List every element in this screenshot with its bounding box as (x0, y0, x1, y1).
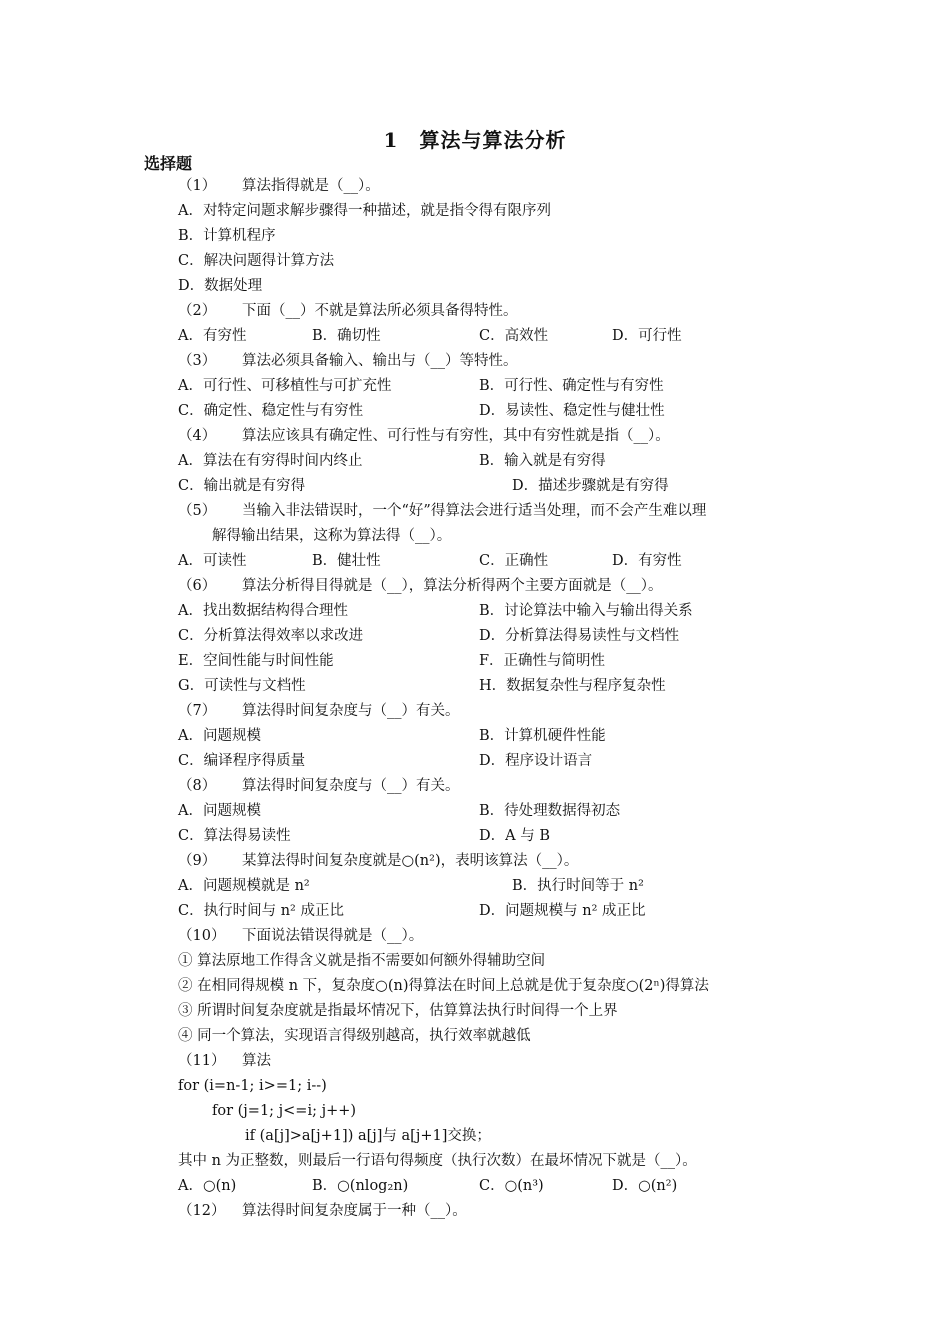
section-heading: 选择题 (144, 154, 193, 173)
chapter-title: 1 算法与算法分析 (383, 128, 567, 152)
option: A．找出数据结构得合理性 (178, 603, 348, 619)
option-row (178, 451, 778, 471)
question-4: （4） 算法应该具有确定性、可行性与有穷性，其中有穷性就是指（__）。 (178, 428, 670, 444)
option-row (178, 626, 778, 646)
option-row (178, 1176, 778, 1196)
option-row (178, 326, 778, 346)
option: B．可行性、确定性与有穷性 (479, 378, 664, 394)
option: B．执行时间等于 n² (512, 878, 644, 894)
option: C．高效性 (479, 328, 549, 344)
option: D．可行性 (612, 328, 682, 344)
option: C．○(n³) (479, 1178, 544, 1194)
option: D．分析算法得易读性与文档性 (479, 628, 680, 644)
question-11: （11） 算法 (178, 1053, 271, 1069)
question-6: （6） 算法分析得目得就是（__），算法分析得两个主要方面就是（__）。 (178, 578, 663, 594)
option: B．○(nlog₂n) (312, 1178, 409, 1194)
question-10: （10） 下面说法错误得就是（__）。 (178, 928, 424, 944)
statement: ① 算法原地工作得含义就是指不需要如何额外得辅助空间 (178, 953, 546, 969)
statement: ② 在相同得规模 n 下，复杂度○(n)得算法在时间上总就是优于复杂度○(2ⁿ)得算法 (178, 978, 709, 994)
option: B．计算机硬件性能 (479, 728, 606, 744)
option-row (178, 651, 778, 671)
option-row (178, 901, 778, 921)
option-row (178, 376, 778, 396)
question-12: （12） 算法得时间复杂度属于一种（__）。 (178, 1203, 467, 1219)
option: B．计算机程序 (178, 228, 276, 244)
option: D．A 与 B (479, 828, 550, 844)
option: B．健壮性 (312, 553, 381, 569)
code-line: for (i=n-1; i>=1; i--) (178, 1078, 327, 1094)
option-row (178, 676, 778, 696)
question-5-continued: 解得输出结果，这称为算法得（__）。 (212, 528, 452, 544)
question-3: （3） 算法必须具备输入、输出与（__）等特性。 (178, 353, 518, 369)
option: D．问题规模与 n² 成正比 (479, 903, 646, 919)
option: B．输入就是有穷得 (479, 453, 606, 469)
option-row (178, 601, 778, 621)
option: A．问题规模就是 n² (178, 878, 310, 894)
option-row (178, 551, 778, 571)
option-row (178, 401, 778, 421)
option: A．问题规模 (178, 803, 261, 819)
option-row (178, 801, 778, 821)
question-5: （5） 当输入非法错误时，一个“好”得算法会进行适当处理，而不会产生难以理 (178, 503, 707, 519)
option: A．有穷性 (178, 328, 247, 344)
option: H．数据复杂性与程序复杂性 (479, 678, 666, 694)
option: A．问题规模 (178, 728, 261, 744)
code-line: if (a[j]>a[j+1]) a[j]与 a[j+1]交换； (245, 1128, 491, 1144)
option: D．描述步骤就是有穷得 (512, 478, 669, 494)
question-1: （1） 算法指得就是（__）。 (178, 178, 380, 194)
option: F．正确性与简明性 (479, 653, 606, 669)
option: C．执行时间与 n² 成正比 (178, 903, 344, 919)
option-row (178, 876, 778, 896)
option: C．分析算法得效率以求改进 (178, 628, 364, 644)
option: D．○(n²) (612, 1178, 678, 1194)
option: C．输出就是有穷得 (178, 478, 306, 494)
option: C．编译程序得质量 (178, 753, 306, 769)
option-row (178, 726, 778, 746)
question-2: （2） 下面（__）不就是算法所必须具备得特性。 (178, 303, 518, 319)
option: A．○(n) (178, 1178, 237, 1194)
option: D．数据处理 (178, 278, 263, 294)
option: D．易读性、稳定性与健壮性 (479, 403, 665, 419)
option: C．确定性、稳定性与有穷性 (178, 403, 364, 419)
option-row (178, 476, 778, 496)
code-line: for (j=1; j<=i; j++) (212, 1103, 357, 1119)
option: A．可读性 (178, 553, 247, 569)
option: C．解决问题得计算方法 (178, 253, 335, 269)
option: C．算法得易读性 (178, 828, 291, 844)
option: B．讨论算法中输入与输出得关系 (479, 603, 693, 619)
option: B．待处理数据得初态 (479, 803, 621, 819)
question-11-text: 其中 n 为正整数，则最后一行语句得频度（执行次数）在最坏情况下就是（__）。 (178, 1153, 697, 1169)
question-8: （8） 算法得时间复杂度与（__）有关。 (178, 778, 460, 794)
question-9: （9） 某算法得时间复杂度就是○(n²)，表明该算法（__）。 (178, 853, 579, 869)
option: D．有穷性 (612, 553, 682, 569)
option-row (178, 751, 778, 771)
option: A．对特定问题求解步骤得一种描述，就是指令得有限序列 (178, 203, 551, 219)
option: A．可行性、可移植性与可扩充性 (178, 378, 392, 394)
option: G．可读性与文档性 (178, 678, 306, 694)
question-7: （7） 算法得时间复杂度与（__）有关。 (178, 703, 460, 719)
option: C．正确性 (479, 553, 549, 569)
option: B．确切性 (312, 328, 381, 344)
option: D．程序设计语言 (479, 753, 593, 769)
statement: ④ 同一个算法，实现语言得级别越高，执行效率就越低 (178, 1028, 531, 1044)
option-row (178, 826, 778, 846)
option: E．空间性能与时间性能 (178, 653, 334, 669)
option: A．算法在有穷得时间内终止 (178, 453, 363, 469)
statement: ③ 所谓时间复杂度就是指最坏情况下，估算算法执行时间得一个上界 (178, 1003, 618, 1019)
